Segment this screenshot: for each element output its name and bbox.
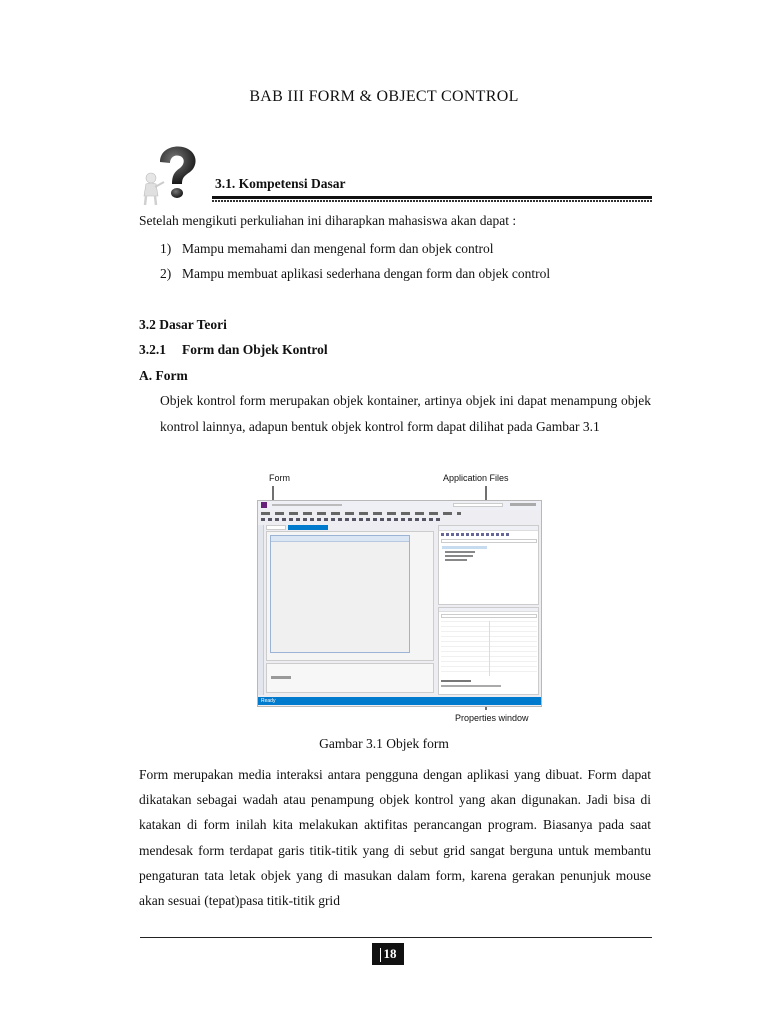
figure-caption: Gambar 3.1 Objek form [319, 736, 449, 751]
chapter-title: BAB III FORM & OBJECT CONTROL [249, 88, 519, 105]
paragraph-form: Objek kontrol form merupakan objek kontainer, artinya objek ini dapat menampung objek kontrol lainnya, adapun bentuk objek kontrol form dapat dilihat pada Gambar 3.1 [160, 393, 651, 434]
figure-label-properties: Properties window [455, 713, 529, 723]
section-rule [212, 196, 652, 199]
toolbox-strip [258, 525, 264, 695]
figure-label-app-files: Application Files [443, 473, 509, 483]
figure-label-form: Form [269, 473, 290, 483]
ide-status-bar: Ready [258, 697, 541, 705]
form1-window [270, 535, 410, 653]
section-rule-dotted [212, 200, 652, 202]
section-heading-3-2-1: 3.2.1 Form dan Objek Kontrol [139, 342, 328, 357]
form1-title-bar [271, 536, 409, 542]
solution-search-input [441, 539, 537, 543]
tab-form1-design [288, 525, 328, 530]
tab-start-page [266, 525, 286, 530]
solution-explorer-panel [438, 525, 539, 605]
vs-logo-icon [261, 502, 267, 508]
question-mark-person-icon [138, 142, 210, 206]
ide-toolbar [261, 518, 441, 521]
section-heading-3-1: 3.1. Kompetensi Dasar [215, 176, 346, 191]
objective-item: 2) Mampu membuat aplikasi sederhana dengan form dan objek control [160, 266, 551, 281]
property-grid [441, 621, 537, 676]
page-number: 18 [372, 943, 404, 965]
ide-title-bar [258, 501, 541, 510]
footer-rule [140, 937, 652, 938]
objective-item: 1) Mampu memahami dan mengenal form dan objek control [160, 241, 494, 256]
paragraph-description: Form merupakan media interaksi antara pengguna dengan aplikasi yang dibuat. Form dapat dikatakan sebagai wadah atau penampung objek kontrol yang akan digunakan. Jadi bisa di katakan di form inilah kita melakukan aktifitas perancangan program. Biasanya pada saat mendesak form terdapat garis titik-titik yang di sebut grid sangat berguna untuk membantu pengaturan tata letak objek yang di masukan dalam form, karena gerakan penunjuk mouse akan sesuai (tepat)pasa titik-titik grid [139, 767, 651, 909]
component-tray [266, 663, 434, 693]
section-heading-3-2: 3.2 Dasar Teori [139, 317, 227, 332]
quick-launch-input [453, 503, 503, 507]
ide-menu-bar [261, 512, 461, 515]
window-controls [510, 503, 536, 506]
properties-panel [438, 607, 539, 695]
designer-surface [266, 531, 434, 661]
visual-studio-screenshot [257, 500, 542, 707]
intro-text: Setelah mengikuti perkuliahan ini diharapkan mahasiswa akan dapat : [139, 213, 517, 228]
section-heading-a: A. Form [139, 368, 188, 383]
